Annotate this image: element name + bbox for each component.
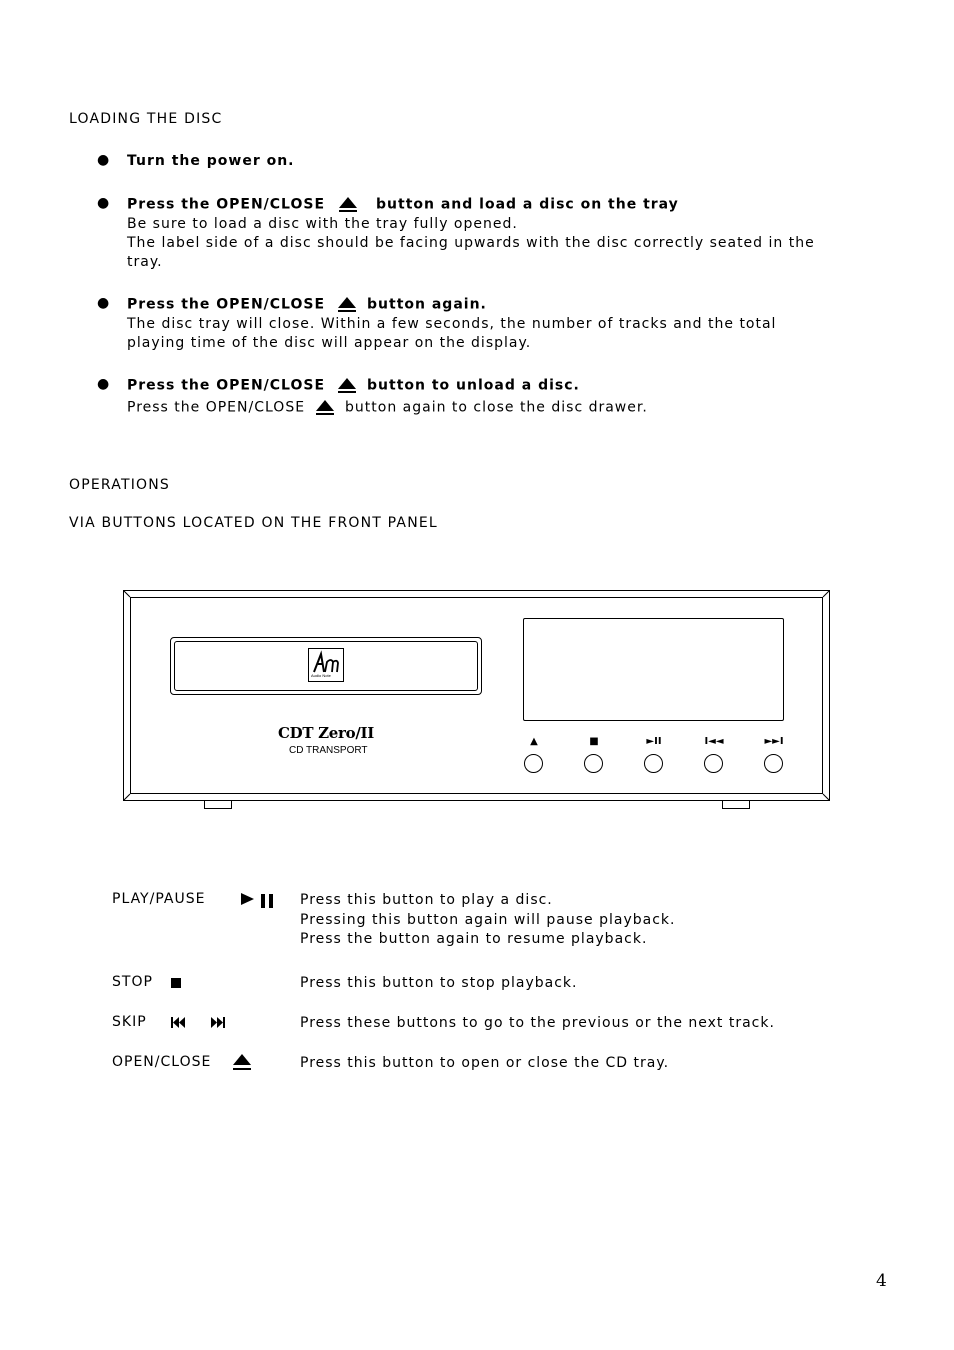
control-desc-play-pause [300, 891, 675, 950]
control-desc-line: Press the button again to resume playback. [300, 931, 648, 947]
stop-icon [170, 977, 182, 989]
panel-eject-button [524, 754, 543, 773]
logo-text: Audio Note [311, 673, 331, 678]
bullet-text: playing time of the disc will appear on the display. [127, 335, 532, 351]
bullet-text-post: button again to close the disc drawer. [345, 399, 648, 416]
loading-heading: LOADING THE DISC [69, 111, 223, 127]
panel-eject-glyph: ▲ [530, 736, 538, 747]
panel-next-button [764, 754, 783, 773]
bullet-text: tray. [127, 254, 163, 270]
panel-foot-left [204, 801, 232, 809]
eject-icon [337, 377, 357, 394]
bullet-title-post: button and load a disc on the tray [376, 196, 679, 213]
bullet-dot: ● [97, 152, 110, 168]
control-label-open-close: OPEN/CLOSE [112, 1054, 212, 1070]
control-desc-skip: Press these buttons to go to the previous or the next track. [300, 1015, 775, 1031]
control-desc-line: Pressing this button again will pause playback. [300, 911, 676, 928]
panel-prev-glyph: I◄◄ [704, 736, 724, 747]
skip-next-icon [210, 1016, 226, 1029]
bullet-title-post: button again. [367, 296, 487, 313]
audio-note-logo [308, 648, 344, 682]
bullet-title-post: button to unload a disc. [367, 377, 580, 394]
control-desc-open-close: Press this button to open or close the CD tray. [300, 1055, 670, 1071]
play-pause-icon [240, 891, 278, 909]
eject-icon [232, 1053, 252, 1071]
control-desc-line: Press this button to play a disc. [300, 892, 553, 908]
panel-play-pause-button [644, 754, 663, 773]
panel-stop-glyph: ■ [589, 736, 599, 747]
bullet-text-pre: Press the OPEN/CLOSE [127, 399, 306, 416]
bullet-dot: ● [97, 195, 110, 211]
bullet-title: Turn the power on. [127, 153, 295, 169]
bullet-title [127, 196, 679, 213]
bullet-title-pre: Press the OPEN/CLOSE [127, 296, 326, 313]
bullet-dot: ● [97, 295, 110, 311]
control-label-skip: SKIP [112, 1014, 147, 1030]
panel-next-glyph: ►►I [764, 736, 784, 747]
operations-heading: OPERATIONS [69, 477, 171, 493]
bullet-title [127, 296, 487, 313]
panel-stop-button [584, 754, 603, 773]
bullet-text: The label side of a disc should be facing upwards with the disc correctly seated in the [127, 235, 815, 251]
eject-icon [338, 196, 358, 213]
eject-icon [315, 399, 335, 416]
panel-prev-button [704, 754, 723, 773]
skip-previous-icon [170, 1016, 186, 1029]
control-label-stop: STOP [112, 974, 153, 990]
bullet-text: Be sure to load a disc with the tray fully opened. [127, 216, 518, 232]
bullet-title-pre: Press the OPEN/CLOSE [127, 196, 326, 213]
operations-subheading: VIA BUTTONS LOCATED ON THE FRONT PANEL [69, 515, 438, 531]
panel-play-pause-glyph: ►II [646, 736, 662, 747]
model-subtitle: CD TRANSPORT [289, 745, 368, 756]
panel-foot-right [722, 801, 750, 809]
bullet-text: The disc tray will close. Within a few seconds, the number of tracks and the total [127, 316, 777, 332]
bullet-title [127, 377, 580, 394]
display-window [523, 618, 784, 721]
bullet-dot: ● [97, 376, 110, 392]
eject-icon [337, 296, 357, 313]
bullet-title-pre: Press the OPEN/CLOSE [127, 377, 326, 394]
control-label-play-pause: PLAY/PAUSE [112, 891, 206, 907]
bullet-text [127, 399, 648, 416]
control-desc-stop: Press this button to stop playback. [300, 975, 578, 991]
page-number: 4 [876, 1271, 887, 1291]
model-name: CDT Zero/II [278, 724, 374, 742]
